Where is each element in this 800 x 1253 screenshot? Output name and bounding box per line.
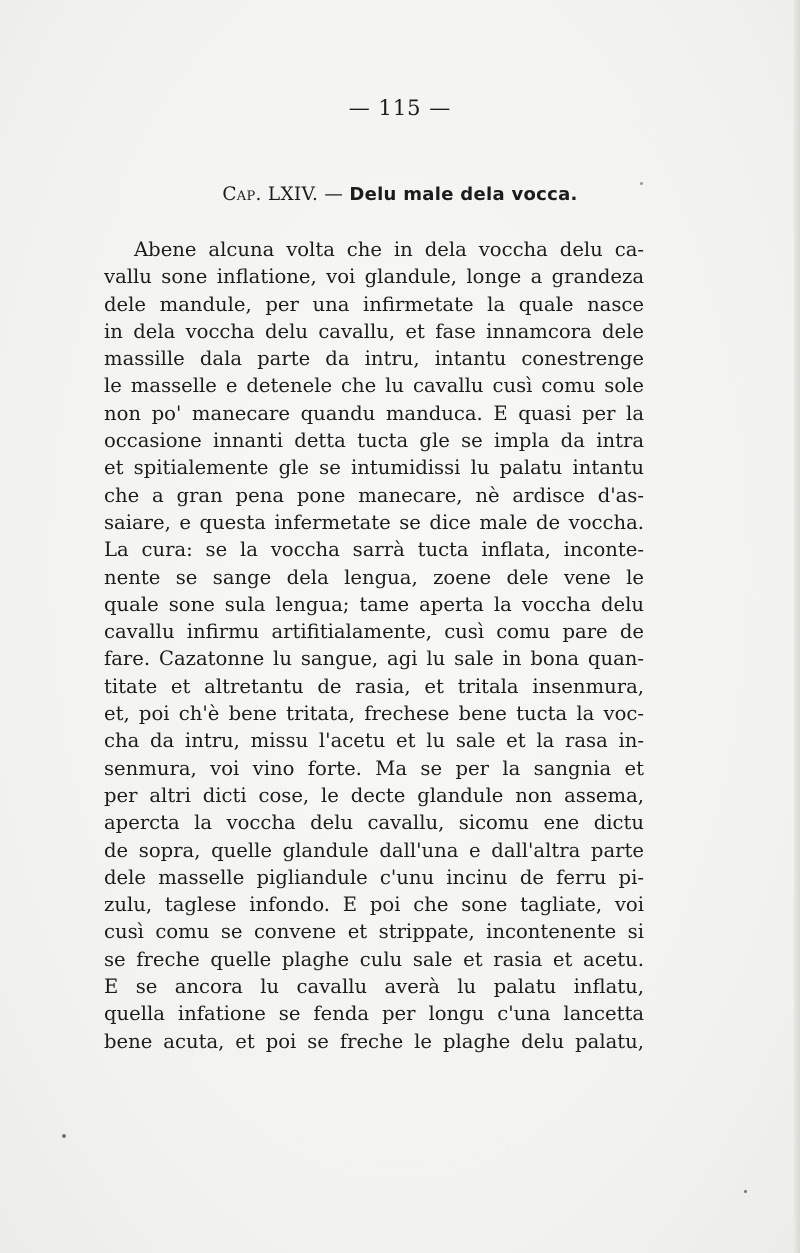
text-line: zulu, taglese infondo. E poi che sone tagliate, voi	[104, 893, 644, 917]
text-line: quella infatione se fenda per longu c'una lancetta	[104, 1002, 644, 1026]
text-line: nente se sange dela lengua, zoene dele vene le	[104, 565, 644, 589]
text-line: titate et altretantu de rasia, et tritala insenmura,	[104, 674, 644, 698]
chapter-title: Delu male dela vocca.	[349, 184, 578, 205]
text-line: dele mandule, per una infirmetate la quale nasce	[104, 292, 644, 316]
text-line: et spitialemente gle se intumidissi lu palatu intantu	[104, 456, 644, 480]
text-line: Abene alcuna volta che in dela voccha delu ca-	[134, 238, 644, 261]
text-line: occasione innanti detta tucta gle se impla da intra	[104, 429, 644, 453]
text-line: cha da intru, missu l'acetu et lu sale et la rasa in-	[104, 729, 644, 753]
text-line: bene acuta, et poi se freche le plaghe delu palatu,	[104, 1029, 644, 1053]
text-line: dele masselle pigliandule c'unu incinu de ferru pi-	[104, 865, 644, 889]
text-line: de sopra, quelle glandule dall'una e dall'altra parte	[104, 838, 644, 862]
text-line: fare. Cazatonne lu sangue, agi lu sale in bona quan-	[104, 647, 644, 671]
chapter-dash: —	[324, 184, 344, 205]
chapter-heading	[0, 184, 800, 205]
text-line: E se ancora lu cavallu averà lu palatu inflatu,	[104, 975, 644, 999]
body-text	[104, 236, 644, 1055]
text-line: cavallu infirmu artifitialamente, cusì comu pare de	[104, 620, 644, 644]
text-line: vallu sone inflatione, voi glandule, longe a grandeza	[104, 265, 644, 289]
paper-speck	[640, 182, 643, 185]
text-line: in dela voccha delu cavallu, et fase innamcora dele	[104, 319, 644, 343]
page-number: — 115 —	[348, 96, 452, 120]
text-line: se freche quelle plaghe culu sale et rasia et acetu.	[104, 947, 644, 971]
text-line: senmura, voi vino forte. Ma se per la sangnia et	[104, 756, 644, 780]
text-line: massille dala parte da intru, intantu conestrenge	[104, 347, 644, 371]
text-line: per altri dicti cose, le decte glandule non assema,	[104, 783, 644, 807]
text-line: che a gran pena pone manecare, nè ardisce d'as-	[104, 483, 644, 507]
text-line: saiare, e questa infermetate se dice male de voccha.	[104, 510, 644, 534]
paper-speck	[62, 1134, 66, 1138]
paper-speck	[744, 1190, 747, 1193]
text-line: apercta la voccha delu cavallu, sicomu ene dictu	[104, 811, 644, 835]
text-line: non po' manecare quandu manduca. E quasi per la	[104, 401, 644, 425]
text-line: le masselle e detenele che lu cavallu cusì comu sole	[104, 374, 644, 398]
text-line: quale sone sula lengua; tame aperta la voccha delu	[104, 592, 644, 616]
text-line: et, poi ch'è bene tritata, frechese bene tucta la voc-	[104, 702, 644, 726]
text-line: cusì comu se convene et strippate, incontenente si	[104, 920, 644, 944]
text-line: La cura: se la voccha sarrà tucta inflata, inconte-	[104, 538, 644, 562]
chapter-label: Cap. LXIV.	[222, 184, 319, 205]
